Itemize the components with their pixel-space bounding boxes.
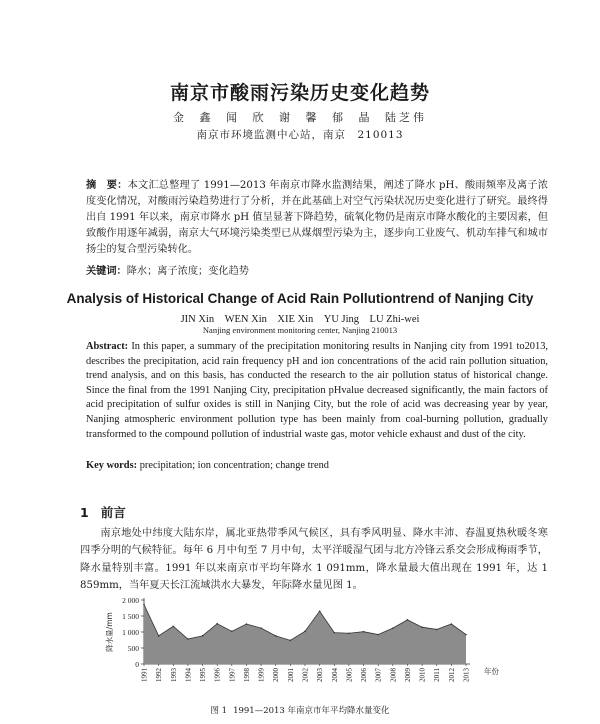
x-tick-label: 2002 [301, 668, 310, 682]
x-tick-label: 2011 [433, 668, 442, 682]
precipitation-area [144, 605, 466, 664]
chinese-authors: 金 鑫 闻 欣 谢 馨 郁 晶 陆芝伟 [173, 111, 427, 124]
x-axis-label: 年份 [484, 667, 499, 676]
y-axis-label: 降水量/mm [105, 612, 114, 652]
data-point-1996 [216, 623, 218, 625]
data-point-1999 [260, 627, 262, 629]
y-tick-label: 1 500 [122, 612, 139, 621]
chinese-abstract-text: 本文汇总整理了 1991—2013 年南京市降水监测结果，阐述了降水 pH、酸雨频率及离子浓度变化情况，对酸雨污染趋势进行了分析，并在此基础上对空气污染状况历史变化进行了研究。最终得出自 1991 年以来，南京市降水 pH 值呈显著下降趋势，硫氧化物仍是南京市降水酸化的主要因素，但致酸作用逐年减弱，南京大气环境污染类型已从煤烟型污染为主，逐步向工业废气、机动车排气和城市扬尘的复合型污染转化。 [86, 180, 548, 255]
data-point-1997 [231, 631, 233, 633]
data-point-1992 [158, 635, 160, 637]
x-tick-label: 1998 [242, 668, 251, 682]
data-point-2000 [275, 635, 277, 637]
english-title: Analysis of Historical Change of Acid Rain Pollutiontrend of Nanjing City [66, 291, 534, 306]
english-keywords-label: Key words: [86, 460, 138, 471]
x-tick-label: 2013 [462, 668, 471, 682]
data-point-2004 [333, 632, 335, 634]
x-tick-label: 1993 [169, 668, 178, 682]
precipitation-chart [98, 592, 518, 710]
english-abstract-label: Abstract: [86, 341, 129, 352]
x-tick-label: 2008 [389, 668, 398, 682]
data-point-1993 [172, 625, 174, 627]
data-point-1998 [246, 623, 248, 625]
section-title: 前言 [100, 505, 126, 520]
y-tick-label: 2 000 [122, 596, 139, 605]
data-point-1995 [202, 635, 204, 637]
section-body: 南京地处中纬度大陆东岸，属北亚热带季风气候区，具有季风明显、降水丰沛、春温夏热秋暖冬寒四季分明的气候特征。每年 6 月中旬至 7 月中旬，太平洋暖湿气团与北方冷锋云系交会形成梅雨季节，降水量特别丰富。1991 年以来南京市平均年降水 1 091mm，降水量最大值出现在 1991 年，达 1 859mm，当年夏天长江流域洪水大暴发，年际降水量见图 1。 [80, 528, 548, 592]
x-tick-label: 2006 [360, 668, 369, 682]
x-tick-label: 2003 [316, 668, 325, 682]
english-affiliation: Nanjing environment monitoring center, Nanjing 210013 [202, 325, 398, 335]
x-tick-label: 1992 [155, 668, 164, 682]
chinese-keywords [86, 262, 548, 277]
data-point-2003 [319, 610, 321, 612]
chinese-keywords-text: 降水；离子浓度；变化趋势 [126, 266, 249, 277]
x-tick-label: 1999 [257, 668, 266, 682]
x-tick-label: 2005 [345, 668, 354, 682]
x-tick-label: 2004 [330, 668, 339, 682]
y-tick-label: 0 [135, 660, 139, 669]
english-abstract-text: In this paper, a summary of the precipitation monitoring results in Nanjing city from 1991 to2013, describes the precipitation, acid rain frequency pH and ion concentrations of the acid rain pollution situation, trend analysis, and on this basis, has conducted the research to the air pollution status of historical change. Since the final from the 1991 Nanjing City, precipitation pHvalue decreased significantly, the main factors of acid precipitation of sulfur oxides is still in Nanjing City, but the role of acid was decreasing year by year, Nanjing atmospheric environment pollution type has been mainly from coal-burning pollution, gradually transformed to the compound pollution of industrial waste gas, motor vehicle exhaust and dust of the city. [86, 341, 548, 440]
data-point-2006 [363, 631, 365, 633]
english-authors: JIN Xin WEN Xin XIE Xin YU Jing LU Zhi-wei [180, 314, 420, 325]
y-tick-label: 500 [127, 644, 139, 653]
data-point-1991 [143, 604, 145, 606]
x-tick-label: 2009 [403, 668, 412, 682]
english-keywords-text: precipitation; ion concentration; change trend [137, 460, 329, 471]
data-point-2008 [392, 627, 394, 629]
chinese-keywords-label: 关键词： [86, 266, 127, 277]
data-point-2005 [348, 632, 350, 634]
x-tick-label: 2001 [286, 668, 295, 682]
y-tick-label: 1 000 [122, 628, 139, 637]
data-point-2002 [304, 631, 306, 633]
x-tick-label: 2012 [447, 668, 456, 682]
figure-caption [0, 704, 600, 716]
x-tick-label: 2007 [374, 668, 383, 682]
section-heading [80, 503, 126, 521]
figure-caption-text: 1991—2013 年南京市年平均降水量变化 [233, 706, 390, 716]
data-point-2001 [290, 640, 292, 642]
x-tick-label: 1995 [199, 668, 208, 682]
chinese-title: 南京市酸雨污染历史变化趋势 [169, 82, 430, 104]
x-tick-label: 1994 [184, 668, 193, 682]
x-tick-label: 2000 [272, 668, 281, 682]
data-point-1994 [187, 638, 189, 640]
x-tick-label: 1991 [140, 668, 149, 682]
data-point-2007 [377, 634, 379, 636]
section-number: 1 [80, 505, 89, 520]
data-point-2012 [451, 623, 453, 625]
x-tick-label: 2010 [418, 668, 427, 682]
data-point-2011 [436, 629, 438, 631]
chinese-abstract-label: 摘 要： [86, 180, 128, 191]
data-point-2010 [421, 626, 423, 628]
data-point-2009 [407, 619, 409, 621]
figure-number: 图 1 [210, 706, 228, 716]
chinese-abstract [86, 178, 548, 258]
data-point-2013 [465, 634, 467, 636]
x-tick-label: 1996 [213, 668, 222, 682]
chinese-affiliation: 南京市环境监测中心站，南京 210013 [196, 129, 404, 141]
english-abstract [86, 340, 548, 442]
x-tick-label: 1997 [228, 668, 237, 682]
english-keywords [86, 460, 548, 471]
